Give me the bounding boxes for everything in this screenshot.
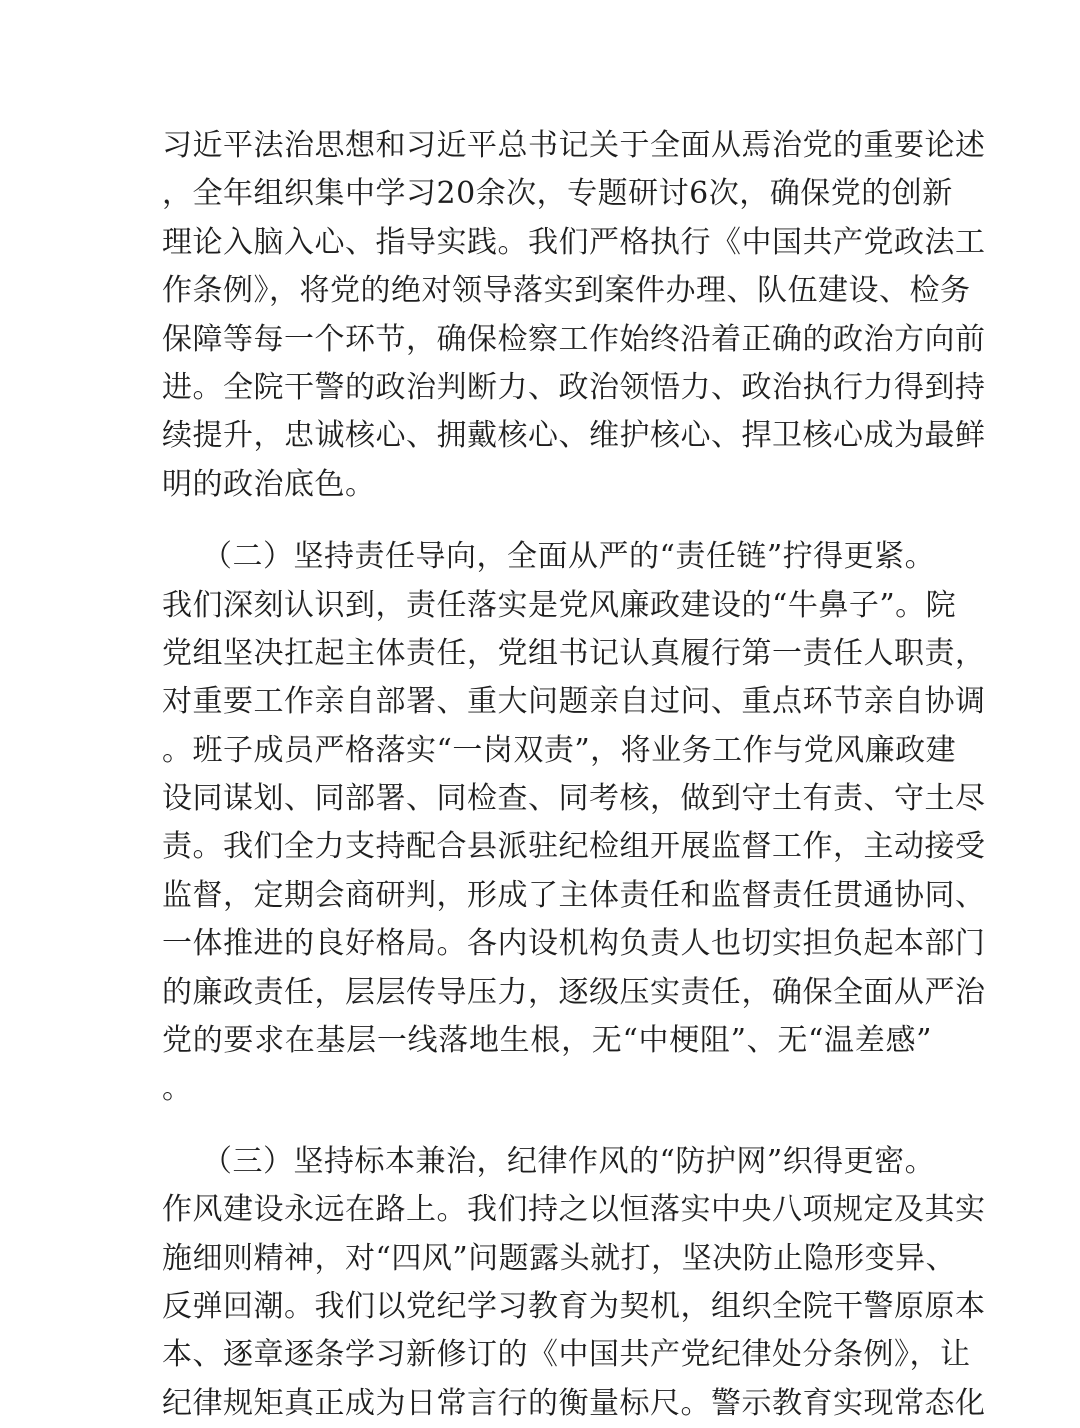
text-line: 。 (162, 1071, 193, 1107)
text-line: 保障等每一个环节，确保检察工作始终沿着正确的政治方向前 (162, 321, 986, 357)
paragraph-gap (162, 1114, 932, 1138)
paragraph (162, 122, 986, 509)
text-line: 进。全院干警的政治判断力、政治领悟力、政治执行力得到持 (162, 369, 986, 405)
text-line: 作风建设永远在路上。我们持之以恒落实中央八项规定及其实 (162, 1192, 986, 1228)
text-line: 责。我们全力支持配合县派驻纪检组开展监督工作，主动接受 (162, 829, 986, 865)
text-line: 施细则精神，对“四风”问题露头就打，坚决防止隐形变异、 (162, 1240, 957, 1276)
text-line: 习近平法治思想和习近平总书记关于全面从焉治党的重要论述 (162, 128, 986, 163)
text-line: 作条例》，将党的绝对领导落实到案件办理、队伍建设、检务 (162, 273, 971, 309)
text-line: 续提升，忠诚核心、拥戴核心、维护核心、捍卫核心成为最鲜 (162, 418, 986, 454)
text-line: （二）坚持责任导向，全面从严的“责任链”拧得更紧。 (202, 539, 936, 575)
text-line: 一体推进的良好格局。各内设机构负责人也切实担负起本部门 (162, 926, 986, 962)
text-line: 明的政治底色。 (162, 466, 376, 502)
text-line: 党组坚决扛起主体责任，党组书记认真履行第一责任人职责， (162, 635, 986, 671)
text-line: （三）坚持标本兼治，纪律作风的“防护网”织得更密。 (202, 1143, 936, 1179)
text-line: 的廉政责任，层层传导压力，逐级压实责任，确保全面从严治 (162, 974, 986, 1010)
text-line: 对重要工作亲自部署、重大问题亲自过问、重点环节亲自协调 (162, 684, 986, 720)
text-line: 反弹回潮。我们以党纪学习教育为契机，组织全院干警原原本 (162, 1288, 986, 1324)
text-line: 我们深刻认识到，责任落实是党风廉政建设的“牛鼻子”。院 (162, 587, 957, 623)
text-line: 党的要求在基层一线落地生根，无“中梗阻”、无“温差感” (162, 1023, 932, 1059)
text-line: 监督，定期会商研判，形成了主体责任和监督责任贯通协同、 (162, 877, 986, 913)
paragraph (162, 1138, 986, 1428)
text-line: ，全年组织集中学习20余次，专题研讨6次，确保党的创新 (162, 176, 953, 212)
text-line: 理论入脑入心、指导实践。我们严格执行《中国共产党政法工 (162, 224, 986, 260)
paragraph-gap (162, 509, 932, 533)
text-line: 。班子成员严格落实“一岗双责”，将业务工作与党风廉政建 (162, 732, 957, 768)
text-line: 本、逐章逐条学习新修订的《中国共产党纪律处分条例》，让 (162, 1337, 971, 1373)
text-line: 设同谋划、同部署、同检查、同考核，做到守土有责、守土尽 (162, 781, 986, 817)
paragraph (162, 533, 986, 1114)
text-line: 纪律规矩真正成为日常言行的衡量标尺。警示教育实现常态化 (162, 1385, 986, 1421)
body-text (162, 122, 986, 1428)
